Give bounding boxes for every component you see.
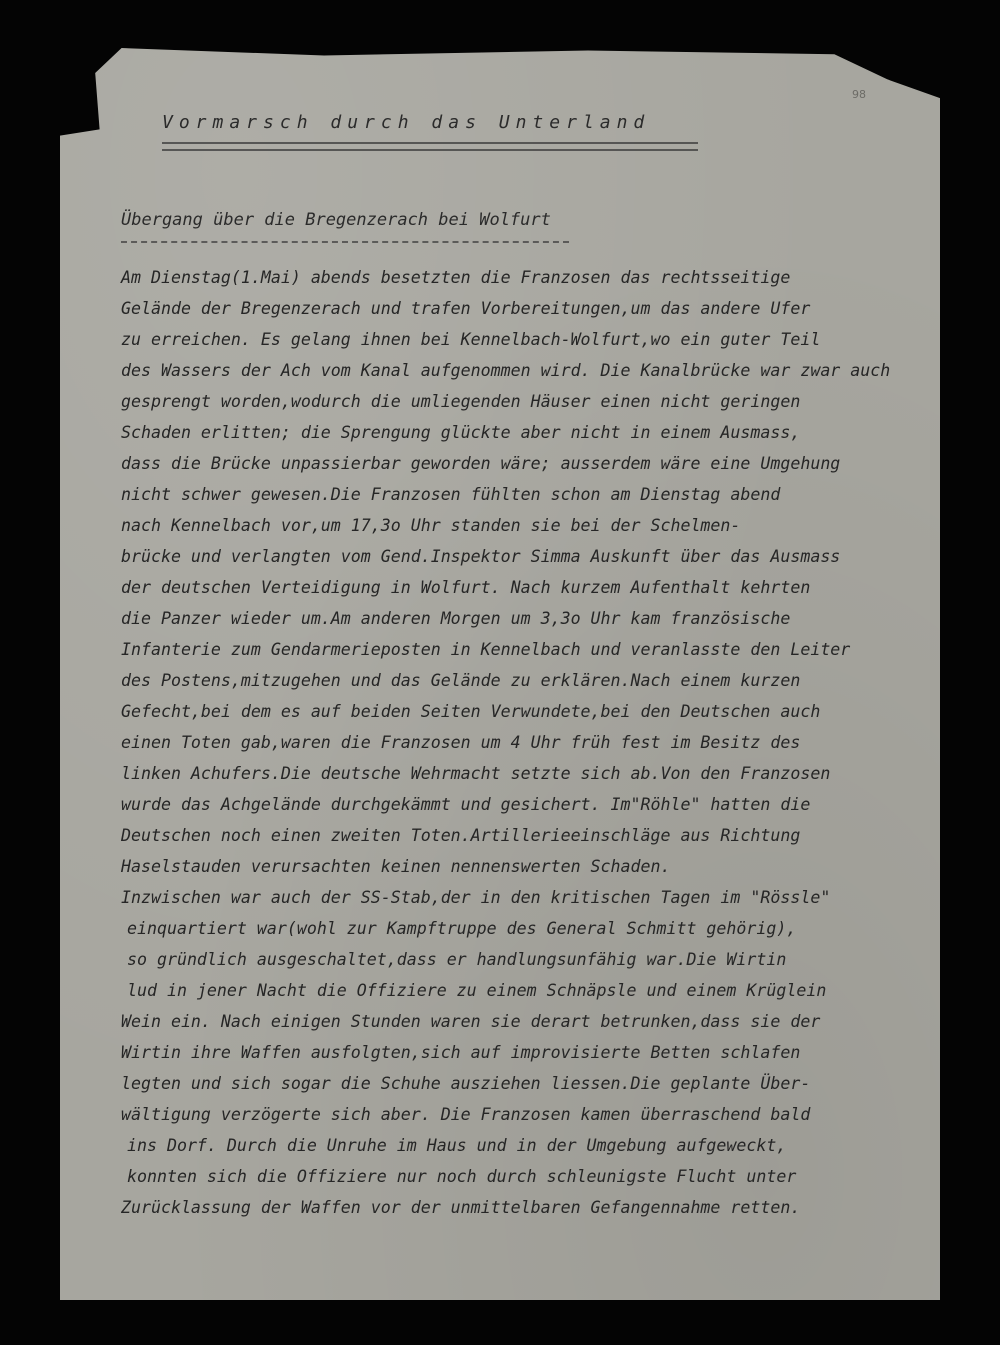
- text-line: Deutschen noch einen zweiten Toten.Artillerieeinschläge aus Richtung: [121, 826, 801, 845]
- heading-underline: [121, 241, 569, 243]
- section-heading: Übergang über die Bregenzerach bei Wolfurt: [121, 210, 551, 230]
- text-line: konnten sich die Offiziere nur noch durch schleunigste Flucht unter: [127, 1167, 797, 1186]
- text-line: des Postens,mitzugehen und das Gelände zu erklären.Nach einem kurzen: [121, 671, 801, 690]
- text-line: brücke und verlangten vom Gend.Inspektor Simma Auskunft über das Ausmass: [121, 547, 841, 566]
- text-line: Inzwischen war auch der SS-Stab,der in den kritischen Tagen im "Rössle": [121, 888, 831, 907]
- text-line: wältigung verzögerte sich aber. Die Franzosen kamen überraschend bald: [121, 1105, 811, 1124]
- text-line: Gefecht,bei dem es auf beiden Seiten Verwundete,bei den Deutschen auch: [121, 702, 821, 721]
- text-line: Wein ein. Nach einigen Stunden waren sie derart betrunken,dass sie der: [121, 1012, 821, 1031]
- text-line: gesprengt worden,wodurch die umliegenden Häuser einen nicht geringen: [121, 392, 801, 411]
- text-line: Infanterie zum Gendarmerieposten in Kennelbach und veranlasste den Leiter: [121, 640, 851, 659]
- document-title: Vormarsch durch das Unterland: [162, 112, 651, 133]
- text-line: wurde das Achgelände durchgekämmt und gesichert. Im"Röhle" hatten die: [121, 795, 811, 814]
- text-line: der deutschen Verteidigung in Wolfurt. Nach kurzem Aufenthalt kehrten: [121, 578, 811, 597]
- text-line: einquartiert war(wohl zur Kampftruppe des General Schmitt gehörig),: [127, 919, 797, 938]
- text-line: Zurücklassung der Waffen vor der unmittelbaren Gefangennahme retten.: [121, 1198, 801, 1217]
- text-line: linken Achufers.Die deutsche Wehrmacht setzte sich ab.Von den Franzosen: [121, 764, 831, 783]
- text-line: des Wassers der Ach vom Kanal aufgenommen wird. Die Kanalbrücke war zwar auch: [121, 361, 891, 380]
- text-line: zu erreichen. Es gelang ihnen bei Kennelbach-Wolfurt,wo ein guter Teil: [121, 330, 821, 349]
- title-double-underline: [162, 142, 698, 151]
- text-line: einen Toten gab,waren die Franzosen um 4 Uhr früh fest im Besitz des: [121, 733, 801, 752]
- text-line: legten und sich sogar die Schuhe ausziehen liessen.Die geplante Über-: [121, 1074, 811, 1093]
- text-line: ins Dorf. Durch die Unruhe im Haus und in der Umgebung aufgeweckt,: [127, 1136, 787, 1155]
- text-line: Gelände der Bregenzerach und trafen Vorbereitungen,um das andere Ufer: [121, 299, 811, 318]
- text-line: die Panzer wieder um.Am anderen Morgen um 3,3o Uhr kam französische: [121, 609, 791, 628]
- text-line: nicht schwer gewesen.Die Franzosen fühlten schon am Dienstag abend: [121, 485, 781, 504]
- text-line: Haselstauden verursachten keinen nennenswerten Schaden.: [121, 857, 671, 876]
- text-line: Wirtin ihre Waffen ausfolgten,sich auf improvisierte Betten schlafen: [121, 1043, 801, 1062]
- text-line: so gründlich ausgeschaltet,dass er handlungsunfähig war.Die Wirtin: [127, 950, 787, 969]
- page-number: 98: [852, 88, 866, 101]
- text-line: nach Kennelbach vor,um 17,3o Uhr standen sie bei der Schelmen-: [121, 516, 741, 535]
- text-line: Schaden erlitten; die Sprengung glückte aber nicht in einem Ausmass,: [121, 423, 801, 442]
- text-line: dass die Brücke unpassierbar geworden wäre; ausserdem wäre eine Umgehung: [121, 454, 841, 473]
- body-text: [121, 262, 921, 1223]
- text-line: Am Dienstag(1.Mai) abends besetzten die Franzosen das rechtsseitige: [121, 268, 791, 287]
- text-line: lud in jener Nacht die Offiziere zu einem Schnäpsle und einem Krüglein: [127, 981, 827, 1000]
